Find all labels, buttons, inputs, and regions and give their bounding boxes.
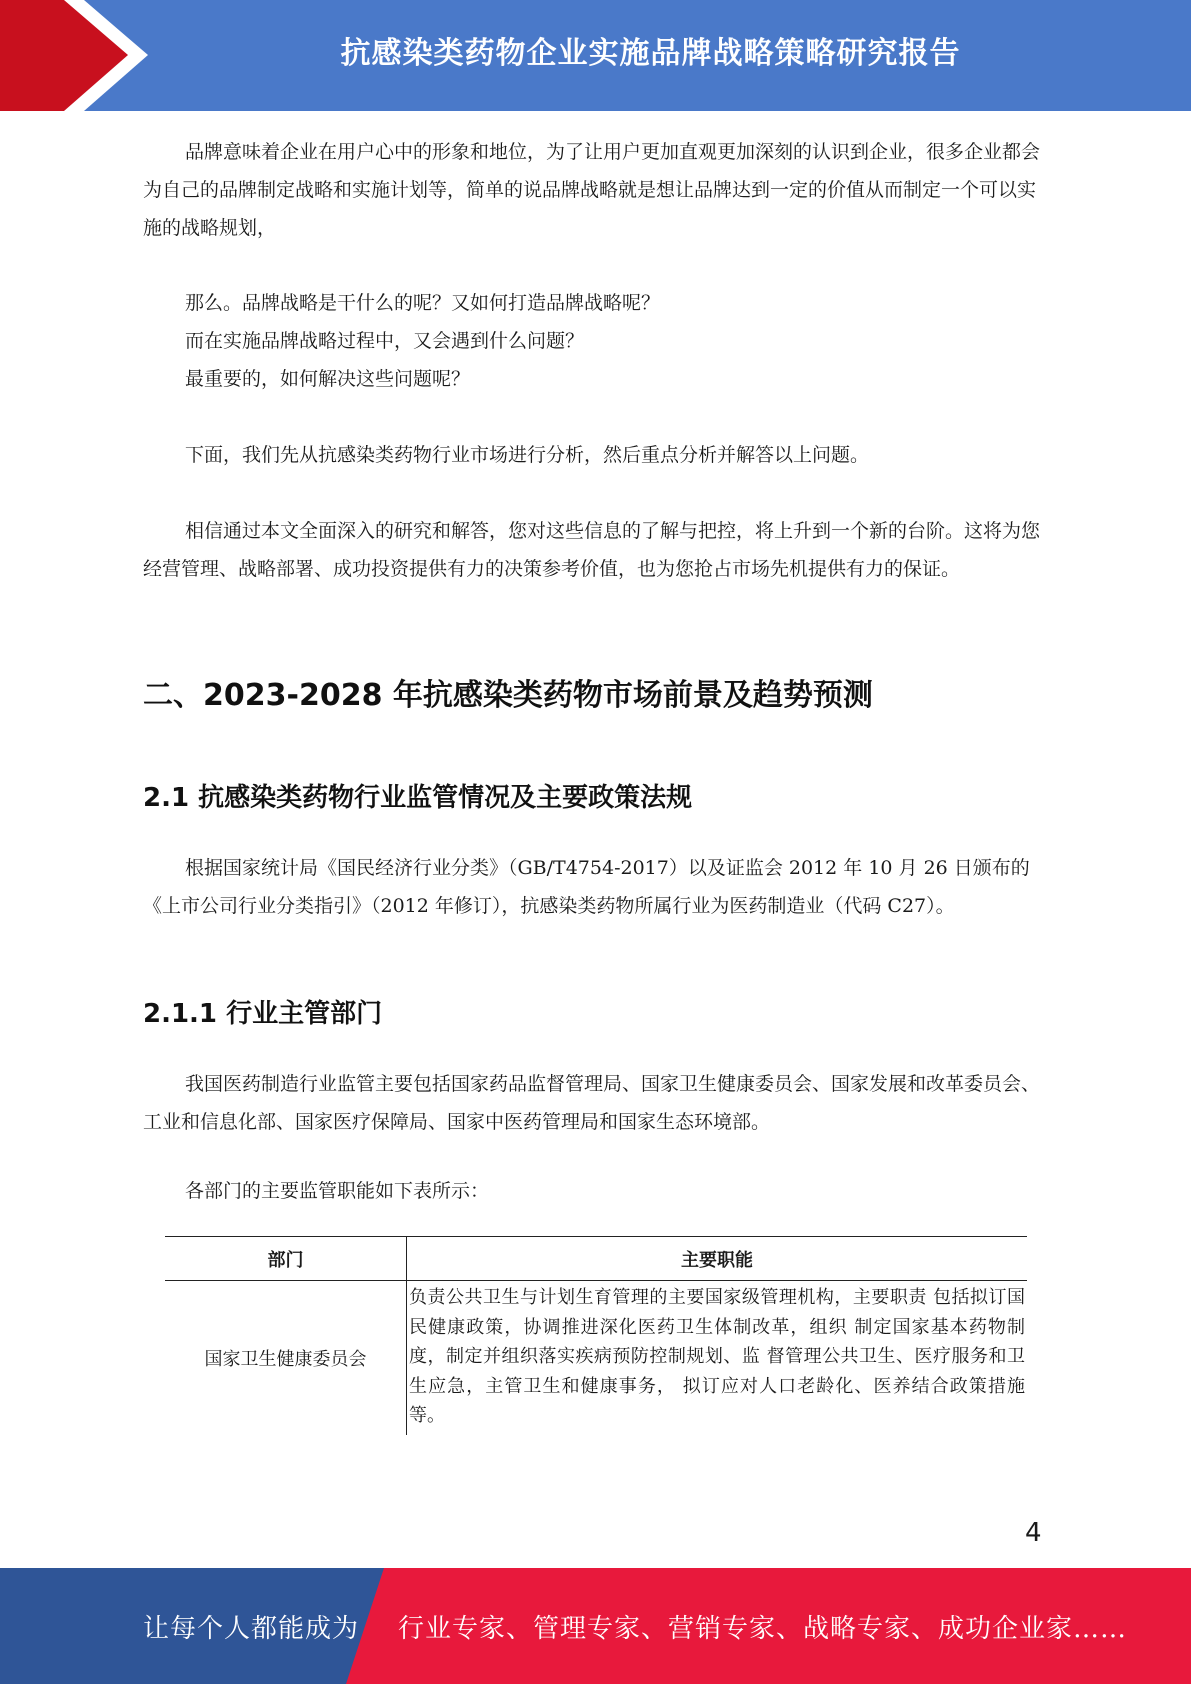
intro-paragraph-2: 下面，我们先从抗感染类药物行业市场进行分析，然后重点分析并解答以上问题。 xyxy=(185,444,870,466)
header-chevron-icon xyxy=(0,0,160,111)
table-row xyxy=(165,1281,1027,1435)
question-line: 最重要的，如何解决这些问题呢？ xyxy=(185,368,471,390)
page-number: 4 xyxy=(1025,1518,1042,1548)
intro-paragraph-1: 品牌意味着企业在用户心中的形象和地位，为了让用户更加直观更加深刻的认识到企业，很多企业都会为自己的品牌制定战略和实施计划等，简单的说品牌战略就是想让品牌达到一定的价值从而制定一个可以实施的战略规划， xyxy=(143,141,1041,239)
table-cell-duty: 负责公共卫生与计划生育管理的主要国家级管理机构，主要职责 包括拟订国民健康政策，协调推进深化医药卫生体制改革，组织 制定国家基本药物制度，制定并组织落实疾病预防控制规划、监 督管理公共卫生、医疗服务和卫生应急，主管卫生和健康事务， 拟订应对人口老龄化、医养结合政策措施等。 xyxy=(409,1287,1025,1426)
intro-questions xyxy=(143,284,1048,398)
footer-slogan-right: 行业专家、管理专家、营销专家、战略专家、成功企业家…… xyxy=(398,1614,1128,1644)
table-cell-dept: 国家卫生健康委员会 xyxy=(165,1281,407,1435)
intro-paragraph-3: 相信通过本文全面深入的研究和解答，您对这些信息的了解与把控，将上升到一个新的台阶。这将为您经营管理、战略部署、成功投资提供有力的决策参考价值，也为您抢占市场先机提供有力的保证。 xyxy=(143,520,1041,580)
subsection-paragraph: 根据国家统计局《国民经济行业分类》（GB/T4754-2017）以及证监会 2012 年 10 月 26 日颁布的《上市公司行业分类指引》（2012 年修订），抗感染类药物所属行业为医药制造业（代码 C27）。 xyxy=(143,857,1030,917)
question-line: 而在实施品牌战略过程中，又会遇到什么问题？ xyxy=(185,330,585,352)
table-header-duty: 主要职能 xyxy=(407,1237,1028,1281)
table-header-dept: 部门 xyxy=(165,1237,407,1281)
page-header xyxy=(0,0,1191,111)
question-line: 那么。品牌战略是干什么的呢？又如何打造品牌战略呢？ xyxy=(185,292,661,314)
table-intro: 各部门的主要监管职能如下表所示： xyxy=(185,1180,490,1202)
report-title: 抗感染类药物企业实施品牌战略策略研究报告 xyxy=(340,36,961,71)
regulators-paragraph: 我国医药制造行业监管主要包括国家药品监督管理局、国家卫生健康委员会、国家发展和改革委员会、工业和信息化部、国家医疗保障局、国家中医药管理局和国家生态环境部。 xyxy=(143,1073,1041,1133)
section-heading: 二、2023-2028 年抗感染类药物市场前景及趋势预测 xyxy=(143,678,873,713)
regulator-table xyxy=(165,1236,1027,1435)
subsubsection-heading: 2.1.1 行业主管部门 xyxy=(143,999,383,1029)
page-footer xyxy=(0,1568,1191,1684)
subsection-heading: 2.1 抗感染类药物行业监管情况及主要政策法规 xyxy=(143,783,693,813)
table-header-row xyxy=(165,1237,1027,1281)
footer-slogan-left: 让每个人都能成为 xyxy=(143,1614,360,1644)
